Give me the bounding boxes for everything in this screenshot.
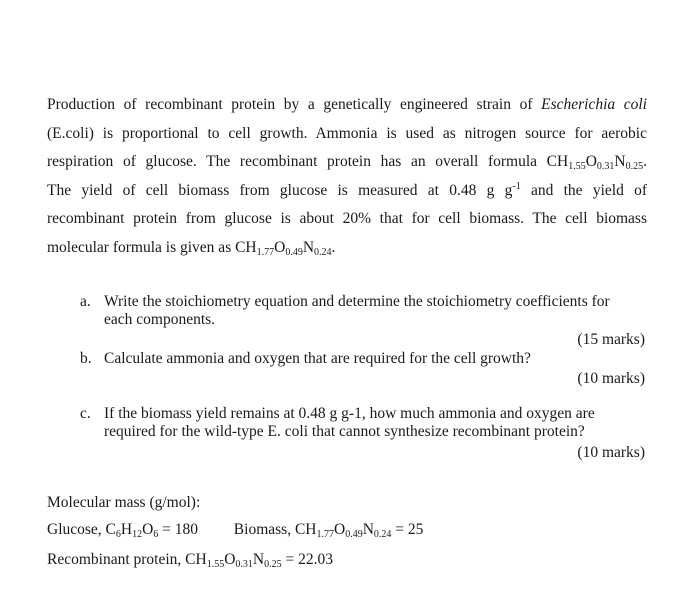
- glucose-h-subscript: 12: [132, 529, 143, 540]
- biomass-mass-value: = 25: [391, 521, 424, 538]
- species-name: Escherichia coli: [541, 96, 647, 113]
- mm-biomass-n-symbol: N: [362, 521, 374, 538]
- intro-line-3-end: .: [643, 153, 647, 171]
- protein-o-subscript: 0.31: [596, 161, 615, 173]
- mm-protein-h-subscript: 1.55: [206, 559, 225, 570]
- biomass-n-subscript: 0.24: [314, 246, 332, 258]
- yield-unit-superscript: -1: [512, 180, 521, 192]
- question-b: [80, 350, 645, 368]
- question-a-line-2: each components.: [104, 311, 216, 328]
- protein-h-subscript: 1.55: [568, 161, 586, 173]
- glucose-o-symbol: O: [142, 521, 154, 538]
- question-b-marks: (10 marks): [577, 370, 645, 387]
- intro-line-4-text: The yield of cell biomass from glucose is measured at 0.48 g g: [47, 181, 513, 199]
- mm-biomass-o-symbol: O: [333, 521, 346, 538]
- question-c: [80, 405, 645, 441]
- question-a-letter: a.: [80, 293, 91, 310]
- question-b-line-1: Calculate ammonia and oxygen that are required for the cell growth?: [104, 350, 531, 367]
- protein-label: Recombinant protein, CH: [47, 551, 207, 568]
- question-a-marks: (15 marks): [577, 331, 645, 348]
- molecular-mass-row-2: [47, 551, 333, 569]
- intro-line-6-end: .: [331, 238, 336, 256]
- intro-paragraph: [47, 91, 647, 263]
- question-b-letter: b.: [80, 350, 92, 367]
- glucose-c-subscript: 6: [115, 529, 121, 540]
- question-a: [80, 293, 645, 329]
- intro-line-6-text: molecular formula is given as CH: [47, 238, 257, 256]
- protein-n-subscript: 0.25: [625, 161, 644, 173]
- protein-mass-value: = 22.03: [281, 551, 333, 568]
- biomass-label: Biomass, CH: [233, 521, 317, 538]
- glucose-mass-value: = 180: [158, 521, 199, 538]
- intro-line-4-suffix: and the yield of: [520, 181, 647, 199]
- mm-protein-n-symbol: N: [252, 551, 265, 568]
- intro-line-2: (E.coli) is proportional to cell growth. Ammonia is used as nitrogen source for aerobic: [47, 124, 647, 142]
- intro-line-4: [47, 177, 647, 206]
- intro-line-3-text: respiration of glucose. The recombinant protein has an overall formula CH: [47, 153, 569, 171]
- intro-line-1: [47, 91, 647, 120]
- question-a-line-1: Write the stoichiometry equation and determine the stoichiometry coefficients for: [104, 293, 610, 310]
- biomass-n-symbol: N: [302, 238, 315, 256]
- question-c-marks: (10 marks): [577, 444, 645, 461]
- intro-line-5: recombinant protein from glucose is about 20% that for cell biomass. The cell biomass: [47, 210, 647, 228]
- glucose-o-subscript: 6: [153, 529, 159, 540]
- mm-biomass-h-subscript: 1.77: [316, 529, 334, 540]
- molecular-mass-row-1: [47, 521, 423, 539]
- question-c-line-2: required for the wild-type E. coli that cannot synthesize recombinant protein?: [104, 423, 585, 440]
- intro-line-3: [47, 148, 647, 177]
- biomass-o-symbol: O: [274, 238, 286, 256]
- intro-line-1-text: Production of recombinant protein by a genetically engineered strain of: [47, 96, 542, 113]
- question-c-letter: c.: [80, 405, 91, 422]
- intro-line-6: [47, 234, 647, 263]
- protein-o-symbol: O: [585, 153, 597, 171]
- mm-biomass-n-subscript: 0.24: [373, 529, 392, 540]
- biomass-o-subscript: 0.49: [285, 246, 303, 258]
- mm-protein-o-symbol: O: [224, 551, 236, 568]
- mm-protein-o-subscript: 0.31: [235, 559, 253, 570]
- protein-n-symbol: N: [614, 153, 626, 171]
- molecular-mass-heading: Molecular mass (g/mol):: [47, 494, 201, 511]
- glucose-h-symbol: H: [120, 521, 133, 538]
- mm-protein-n-subscript: 0.25: [264, 559, 282, 570]
- biomass-h-subscript: 1.77: [256, 246, 275, 258]
- glucose-label: Glucose, C: [47, 521, 116, 538]
- question-c-line-1: If the biomass yield remains at 0.48 g g-1, how much ammonia and oxygen are: [104, 405, 595, 422]
- mm-biomass-o-subscript: 0.49: [345, 529, 363, 540]
